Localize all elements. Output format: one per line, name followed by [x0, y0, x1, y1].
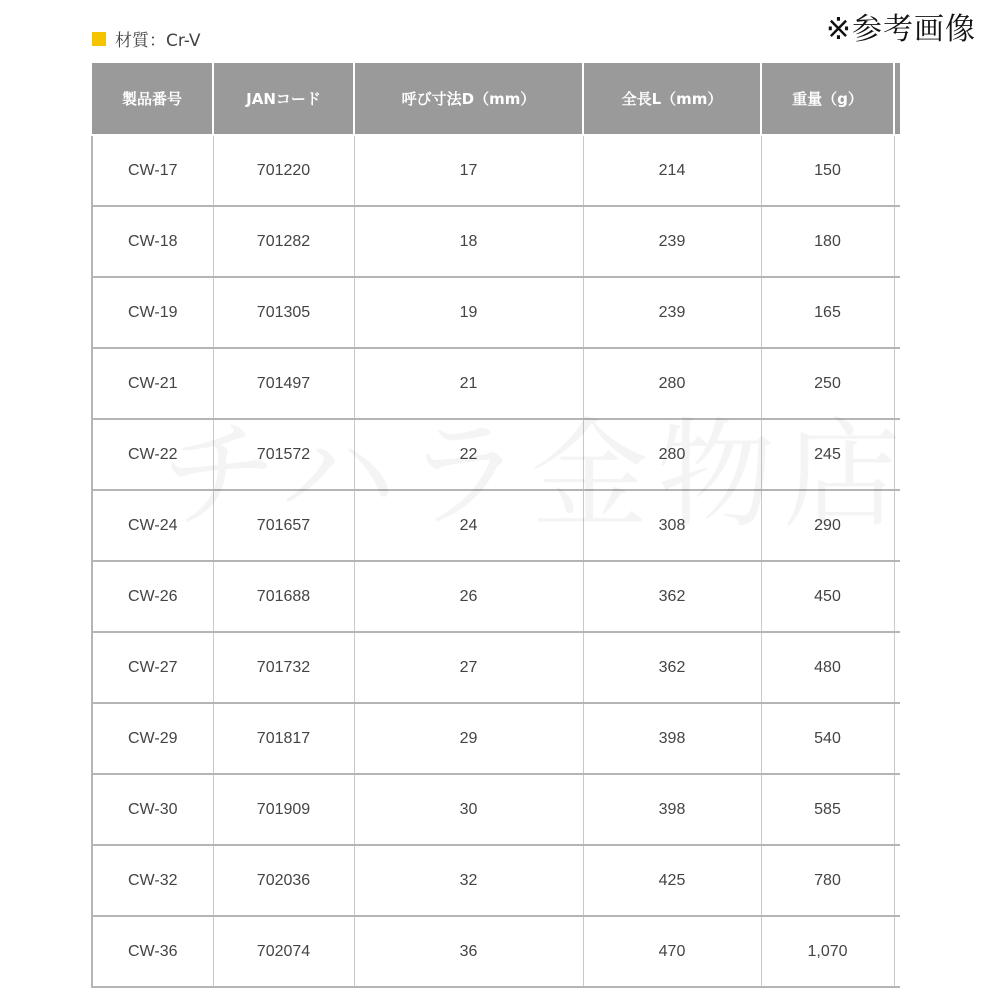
cell-total-length: 280	[583, 348, 761, 419]
cell-weight: 165	[761, 277, 894, 348]
cell-jan-code: 701732	[213, 632, 354, 703]
cell-cutoff	[894, 206, 900, 277]
cell-nominal-size: 29	[354, 703, 583, 774]
cell-jan-code: 701909	[213, 774, 354, 845]
cell-total-length: 362	[583, 561, 761, 632]
table-row	[92, 277, 900, 348]
cell-product-number: CW-27	[92, 632, 213, 703]
cell-product-number: CW-24	[92, 490, 213, 561]
table-row	[92, 916, 900, 987]
cell-total-length: 214	[583, 135, 761, 206]
cell-jan-code: 702036	[213, 845, 354, 916]
spec-table-container	[91, 63, 900, 994]
cell-weight: 780	[761, 845, 894, 916]
cell-cutoff	[894, 135, 900, 206]
material-info	[92, 26, 201, 51]
cell-nominal-size: 22	[354, 419, 583, 490]
header-product-number: 製品番号	[92, 63, 213, 135]
table-row	[92, 135, 900, 206]
cell-cutoff	[894, 490, 900, 561]
table-row	[92, 490, 900, 561]
cell-total-length: 398	[583, 774, 761, 845]
table-header-row	[92, 63, 900, 135]
cell-product-number: CW-18	[92, 206, 213, 277]
cell-product-number: CW-29	[92, 703, 213, 774]
spec-table	[91, 63, 900, 988]
cell-product-number: CW-22	[92, 419, 213, 490]
cell-weight: 180	[761, 206, 894, 277]
header-jan-code: JANコード	[213, 63, 354, 135]
cell-product-number: CW-30	[92, 774, 213, 845]
cell-total-length: 425	[583, 845, 761, 916]
cell-cutoff	[894, 774, 900, 845]
cell-nominal-size: 21	[354, 348, 583, 419]
cell-total-length: 308	[583, 490, 761, 561]
cell-weight: 245	[761, 419, 894, 490]
table-body	[92, 135, 900, 987]
cell-product-number: CW-21	[92, 348, 213, 419]
cell-product-number: CW-36	[92, 916, 213, 987]
cell-product-number: CW-19	[92, 277, 213, 348]
cell-cutoff	[894, 916, 900, 987]
table-row	[92, 348, 900, 419]
cell-jan-code: 701305	[213, 277, 354, 348]
cell-product-number: CW-26	[92, 561, 213, 632]
cell-nominal-size: 26	[354, 561, 583, 632]
header-weight: 重量（g）	[761, 63, 894, 135]
yellow-square-icon	[92, 32, 106, 46]
cell-weight: 250	[761, 348, 894, 419]
cell-cutoff	[894, 348, 900, 419]
cell-total-length: 239	[583, 206, 761, 277]
cell-product-number: CW-17	[92, 135, 213, 206]
table-row	[92, 419, 900, 490]
table-row	[92, 774, 900, 845]
cell-nominal-size: 19	[354, 277, 583, 348]
cell-cutoff	[894, 277, 900, 348]
cell-jan-code: 701497	[213, 348, 354, 419]
cell-nominal-size: 27	[354, 632, 583, 703]
cell-nominal-size: 32	[354, 845, 583, 916]
header-nominal-size: 呼び寸法D（mm）	[354, 63, 583, 135]
header-cutoff-column	[894, 63, 900, 135]
cell-jan-code: 701688	[213, 561, 354, 632]
cell-total-length: 398	[583, 703, 761, 774]
cell-nominal-size: 18	[354, 206, 583, 277]
cell-cutoff	[894, 632, 900, 703]
cell-total-length: 239	[583, 277, 761, 348]
material-label: 材質：Cr-V	[115, 31, 201, 51]
cell-weight: 150	[761, 135, 894, 206]
cell-weight: 585	[761, 774, 894, 845]
reference-image-note: ※参考画像	[825, 12, 976, 47]
cell-weight: 450	[761, 561, 894, 632]
cell-jan-code: 701282	[213, 206, 354, 277]
cell-weight: 540	[761, 703, 894, 774]
cell-jan-code: 701657	[213, 490, 354, 561]
cell-cutoff	[894, 419, 900, 490]
table-row	[92, 632, 900, 703]
table-row	[92, 845, 900, 916]
cell-cutoff	[894, 561, 900, 632]
cell-total-length: 362	[583, 632, 761, 703]
cell-weight: 480	[761, 632, 894, 703]
cell-product-number: CW-32	[92, 845, 213, 916]
cell-nominal-size: 17	[354, 135, 583, 206]
table-row	[92, 561, 900, 632]
cell-cutoff	[894, 703, 900, 774]
cell-jan-code: 701572	[213, 419, 354, 490]
cell-weight: 290	[761, 490, 894, 561]
cell-nominal-size: 36	[354, 916, 583, 987]
cell-nominal-size: 30	[354, 774, 583, 845]
cell-jan-code: 701220	[213, 135, 354, 206]
table-row	[92, 703, 900, 774]
header-total-length: 全長L（mm）	[583, 63, 761, 135]
cell-total-length: 470	[583, 916, 761, 987]
table-row	[92, 206, 900, 277]
cell-cutoff	[894, 845, 900, 916]
cell-weight: 1,070	[761, 916, 894, 987]
cell-total-length: 280	[583, 419, 761, 490]
cell-jan-code: 701817	[213, 703, 354, 774]
cell-nominal-size: 24	[354, 490, 583, 561]
cell-jan-code: 702074	[213, 916, 354, 987]
